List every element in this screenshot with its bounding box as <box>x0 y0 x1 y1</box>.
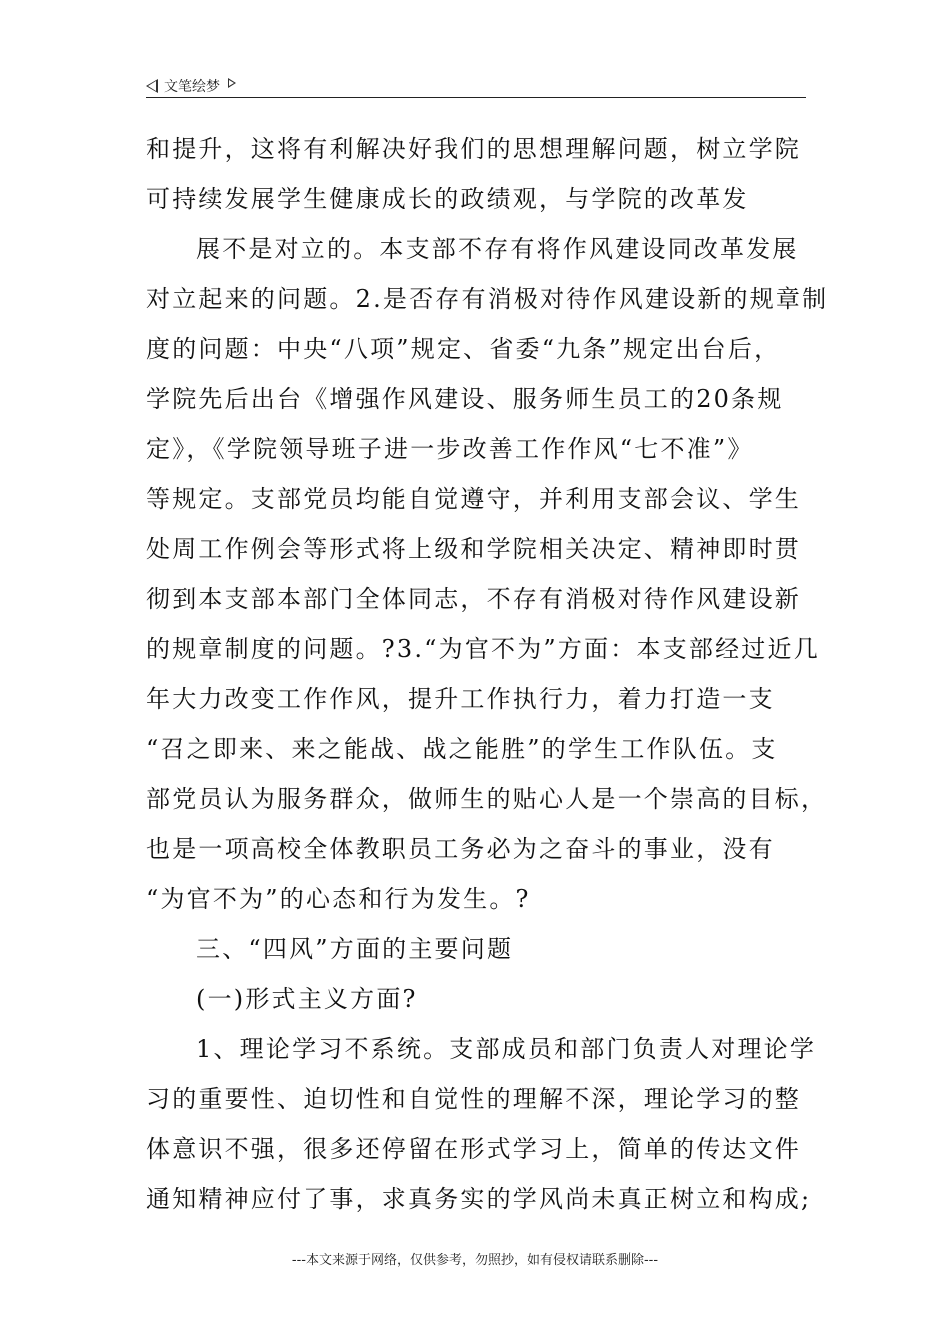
document-body <box>146 124 829 1224</box>
text-line: 可持续发展学生健康成长的政绩观，与学院的改革发 <box>146 185 749 213</box>
header-divider <box>146 97 806 98</box>
text-line: 部党员认为服务群众，做师生的贴心人是一个崇高的目标， <box>146 785 828 813</box>
text-line: 等规定。支部党员均能自觉遵守，并利用支部会议、学生 <box>146 485 801 513</box>
text-line: 对立起来的问题。2.是否存有消极对待作风建设新的规章制 <box>146 285 829 313</box>
section-heading: 三、“四风”方面的主要问题 <box>196 935 514 963</box>
subsection-heading: (一)形式主义方面? <box>196 985 418 1013</box>
text-line: 定》，《学院领导班子进一步改善工作作风“七不准”》 <box>146 435 754 463</box>
text-line: 习的重要性、迫切性和自觉性的理解不深，理论学习的整 <box>146 1085 801 1113</box>
text-line: 彻到本支部本部门全体同志，不存有消极对待作风建设新 <box>146 585 801 613</box>
triangle-right-icon <box>228 78 236 88</box>
text-line: 年大力改变工作作风，提升工作执行力，着力打造一支 <box>146 685 775 713</box>
page-header <box>146 74 806 98</box>
text-line: 通知精神应付了事，求真务实的学风尚未真正树立和构成; <box>146 1185 812 1213</box>
text-line: 度的问题：中央“八项”规定、省委“九条”规定出台后， <box>146 335 781 363</box>
text-line: 和提升，这将有利解决好我们的思想理解问题，树立学院 <box>146 135 801 163</box>
text-line: “为官不为”的心态和行为发生。? <box>146 885 531 913</box>
page-footer: ---本文来源于网络，仅供参考，勿照抄，如有侵权请联系删除--- <box>291 1253 659 1268</box>
text-line: 1、理论学习不系统。支部成员和部门负责人对理论学 <box>196 1035 817 1063</box>
header-title: 文笔绘梦 <box>164 79 220 95</box>
text-line: 也是一项高校全体教职员工务必为之奋斗的事业，没有 <box>146 835 775 863</box>
text-line: “召之即来、来之能战、战之能胜”的学生工作队伍。支 <box>146 735 778 763</box>
text-line: 的规章制度的问题。?3.“为官不为”方面：本支部经过近几 <box>146 635 820 663</box>
triangle-left-icon <box>146 79 158 93</box>
text-line: 学院先后出台《增强作风建设、服务师生员工的20条规 <box>146 385 784 413</box>
text-line: 展不是对立的。本支部不存有将作风建设同改革发展 <box>196 235 799 263</box>
text-line: 体意识不强，很多还停留在形式学习上，简单的传达文件 <box>146 1135 801 1163</box>
text-line: 处周工作例会等形式将上级和学院相关决定、精神即时贯 <box>146 535 801 563</box>
